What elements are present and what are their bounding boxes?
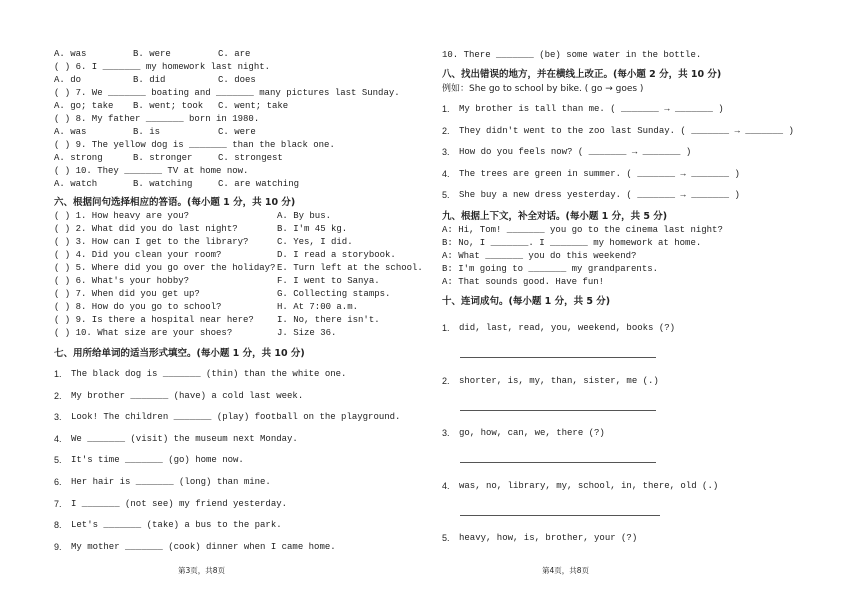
fill-blank-sentence: I _______ (not see) my friend yesterday. xyxy=(71,498,288,509)
option-a: A. strong xyxy=(54,153,103,163)
answer-option: E. Turn left at the school. xyxy=(277,263,423,273)
answer-option: B. I'm 45 kg. xyxy=(277,224,348,234)
item-number: 1. xyxy=(442,323,450,333)
scrambled-words: was, no, library, my, school, in, there, old (.) xyxy=(459,480,719,491)
item-number: 2. xyxy=(442,375,450,386)
answer-option: H. At 7:00 a.m. xyxy=(277,302,359,312)
item-number: 7. xyxy=(54,498,62,509)
question-item: ( ) 7. When did you get up? xyxy=(54,289,200,299)
question-item: ( ) 1. How heavy are you? xyxy=(54,211,190,221)
option-a: A. watch xyxy=(54,179,98,189)
section-8-title: 八、找出错误的地方，并在横线上改正。(每小题 2 分，共 10 分) xyxy=(442,69,722,80)
question-9: ( ) 9. The yellow dog is _______ than the black one. xyxy=(54,140,335,150)
question-item: ( ) 10. What size are your shoes? xyxy=(54,328,233,338)
item-number: 4. xyxy=(442,168,450,179)
item-number: 1. xyxy=(54,369,62,379)
fill-blank-sentence: My mother _______ (cook) dinner when I came home. xyxy=(71,541,336,552)
scrambled-words: heavy, how, is, brother, your (?) xyxy=(459,533,638,543)
question-item: ( ) 6. What's your hobby? xyxy=(54,276,190,286)
question-item: ( ) 8. How do you go to school? xyxy=(54,302,222,312)
section-7-title: 七、用所给单词的适当形式填空。(每小题 1 分，共 10 分) xyxy=(54,348,305,359)
section-10-title: 十、连词成句。(每小题 1 分，共 5 分) xyxy=(442,296,611,307)
option-c: C. does xyxy=(218,75,256,85)
page-footer: 第4页，共8页 xyxy=(542,566,590,575)
fill-blank-sentence: My brother _______ (have) a cold last week. xyxy=(71,390,304,401)
page-footer: 第3页，共8页 xyxy=(178,566,226,575)
answer-option: D. I read a storybook. xyxy=(277,250,396,260)
question-7: ( ) 7. We _______ boating and _______ many pictures last Sunday. xyxy=(54,88,400,98)
right-page xyxy=(430,0,860,607)
item-number: 2. xyxy=(442,125,450,136)
option-b: B. went; took xyxy=(133,101,204,111)
item-number: 8. xyxy=(54,520,62,531)
error-correction-item: How do you feels now? ( _______ → _______ ) xyxy=(459,147,692,158)
answer-option: G. Collecting stamps. xyxy=(277,289,391,299)
item-number: 3. xyxy=(442,428,450,438)
option-b: B. watching xyxy=(133,179,193,189)
question-8: ( ) 8. My father _______ born in 1980. xyxy=(54,114,260,124)
answer-line[interactable] xyxy=(460,410,656,411)
item-number: 2. xyxy=(54,390,62,401)
item-number: 4. xyxy=(54,433,62,444)
option-row: A. was xyxy=(54,49,87,59)
option-c: C. are watching xyxy=(218,179,300,189)
option-b: B. did xyxy=(133,75,166,85)
answer-option: J. Size 36. xyxy=(277,328,337,338)
option-c: C. were xyxy=(218,127,256,137)
section-8-example: 例如：She go to school by bike. ( go → goes ) xyxy=(442,84,644,94)
error-correction-item: The trees are green in summer. ( _______ → _______ ) xyxy=(459,168,740,179)
fill-blank-sentence: Let's _______ (take) a bus to the park. xyxy=(71,520,282,531)
option-b: B. stronger xyxy=(133,153,193,163)
fill-blank-sentence: The black dog is _______ (thin) than the white one. xyxy=(71,369,347,379)
answer-option: I. No, there isn't. xyxy=(277,315,380,325)
fill-blank-sentence: We _______ (visit) the museum next Monday. xyxy=(71,433,298,444)
question-6: ( ) 6. I _______ my homework last night. xyxy=(54,62,271,72)
item-number: 3. xyxy=(442,147,450,158)
answer-option: F. I went to Sanya. xyxy=(277,276,380,286)
section-6-title: 六、根据问句选择相应的答语。(每小题 1 分，共 10 分) xyxy=(54,197,296,208)
answer-line[interactable] xyxy=(460,357,656,358)
answer-line[interactable] xyxy=(460,515,660,516)
error-correction-item: She buy a new dress yesterday. ( _______ → _______ ) xyxy=(459,190,740,201)
fill-blank-sentence: Look! The children _______ (play) football on the playground. xyxy=(71,412,401,423)
item-number: 9. xyxy=(54,541,62,552)
section-9-title: 九、根据上下文，补全对话。(每小题 1 分，共 5 分) xyxy=(442,211,668,222)
dialogue-line: B: I'm going to _______ my grandparents. xyxy=(442,264,659,274)
option-a: A. do xyxy=(54,75,82,85)
option-c: C. strongest xyxy=(218,153,283,163)
item-number: 6. xyxy=(54,477,62,487)
option-b: B. is xyxy=(133,127,161,137)
error-correction-item: They didn't went to the zoo last Sunday. ( _______ → _______ ) xyxy=(459,125,794,136)
scrambled-words: go, how, can, we, there (?) xyxy=(459,428,605,438)
question-item: ( ) 5. Where did you go over the holiday? xyxy=(54,263,276,273)
dialogue-line: A: Hi, Tom! _______ you go to the cinema last night? xyxy=(442,225,723,235)
item-number: 5. xyxy=(442,533,450,543)
answer-option: A. By bus. xyxy=(277,211,332,221)
option-a: A. go; take xyxy=(54,101,114,111)
dialogue-line: A: That sounds good. Have fun! xyxy=(442,277,605,287)
option-b: B. were xyxy=(133,49,171,59)
option-a: A. was xyxy=(54,127,87,137)
option-c: C. are xyxy=(218,49,251,59)
item-number: 3. xyxy=(54,412,62,423)
question-item: ( ) 3. How can I get to the library? xyxy=(54,237,249,247)
fill-blank-sentence: It's time _______ (go) home now. xyxy=(71,455,244,466)
item-number: 4. xyxy=(442,480,450,491)
error-correction-item: My brother is tall than me. ( _______ → _______ ) xyxy=(459,104,724,114)
question-item: ( ) 9. Is there a hospital near here? xyxy=(54,315,254,325)
scrambled-words: shorter, is, my, than, sister, me (.) xyxy=(459,375,659,386)
item-number: 1. xyxy=(442,104,450,114)
scrambled-words: did, last, read, you, weekend, books (?) xyxy=(459,323,676,333)
question-10: ( ) 10. They _______ TV at home now. xyxy=(54,166,249,176)
item-number: 5. xyxy=(442,190,450,201)
item-number: 5. xyxy=(54,455,62,466)
dialogue-line: A: What _______ you do this weekend? xyxy=(442,251,637,261)
option-c: C. went; take xyxy=(218,101,289,111)
dialogue-line: B: No, I _______. I _______ my homework at home. xyxy=(442,238,702,248)
question-item: ( ) 2. What did you do last night? xyxy=(54,224,238,234)
fill-blank-sentence: Her hair is _______ (long) than mine. xyxy=(71,477,271,487)
question-item: ( ) 4. Did you clean your room? xyxy=(54,250,222,260)
answer-line[interactable] xyxy=(460,462,656,463)
question-10-fill: 10. There _______ (be) some water in the bottle. xyxy=(442,50,702,60)
answer-option: C. Yes, I did. xyxy=(277,237,353,247)
